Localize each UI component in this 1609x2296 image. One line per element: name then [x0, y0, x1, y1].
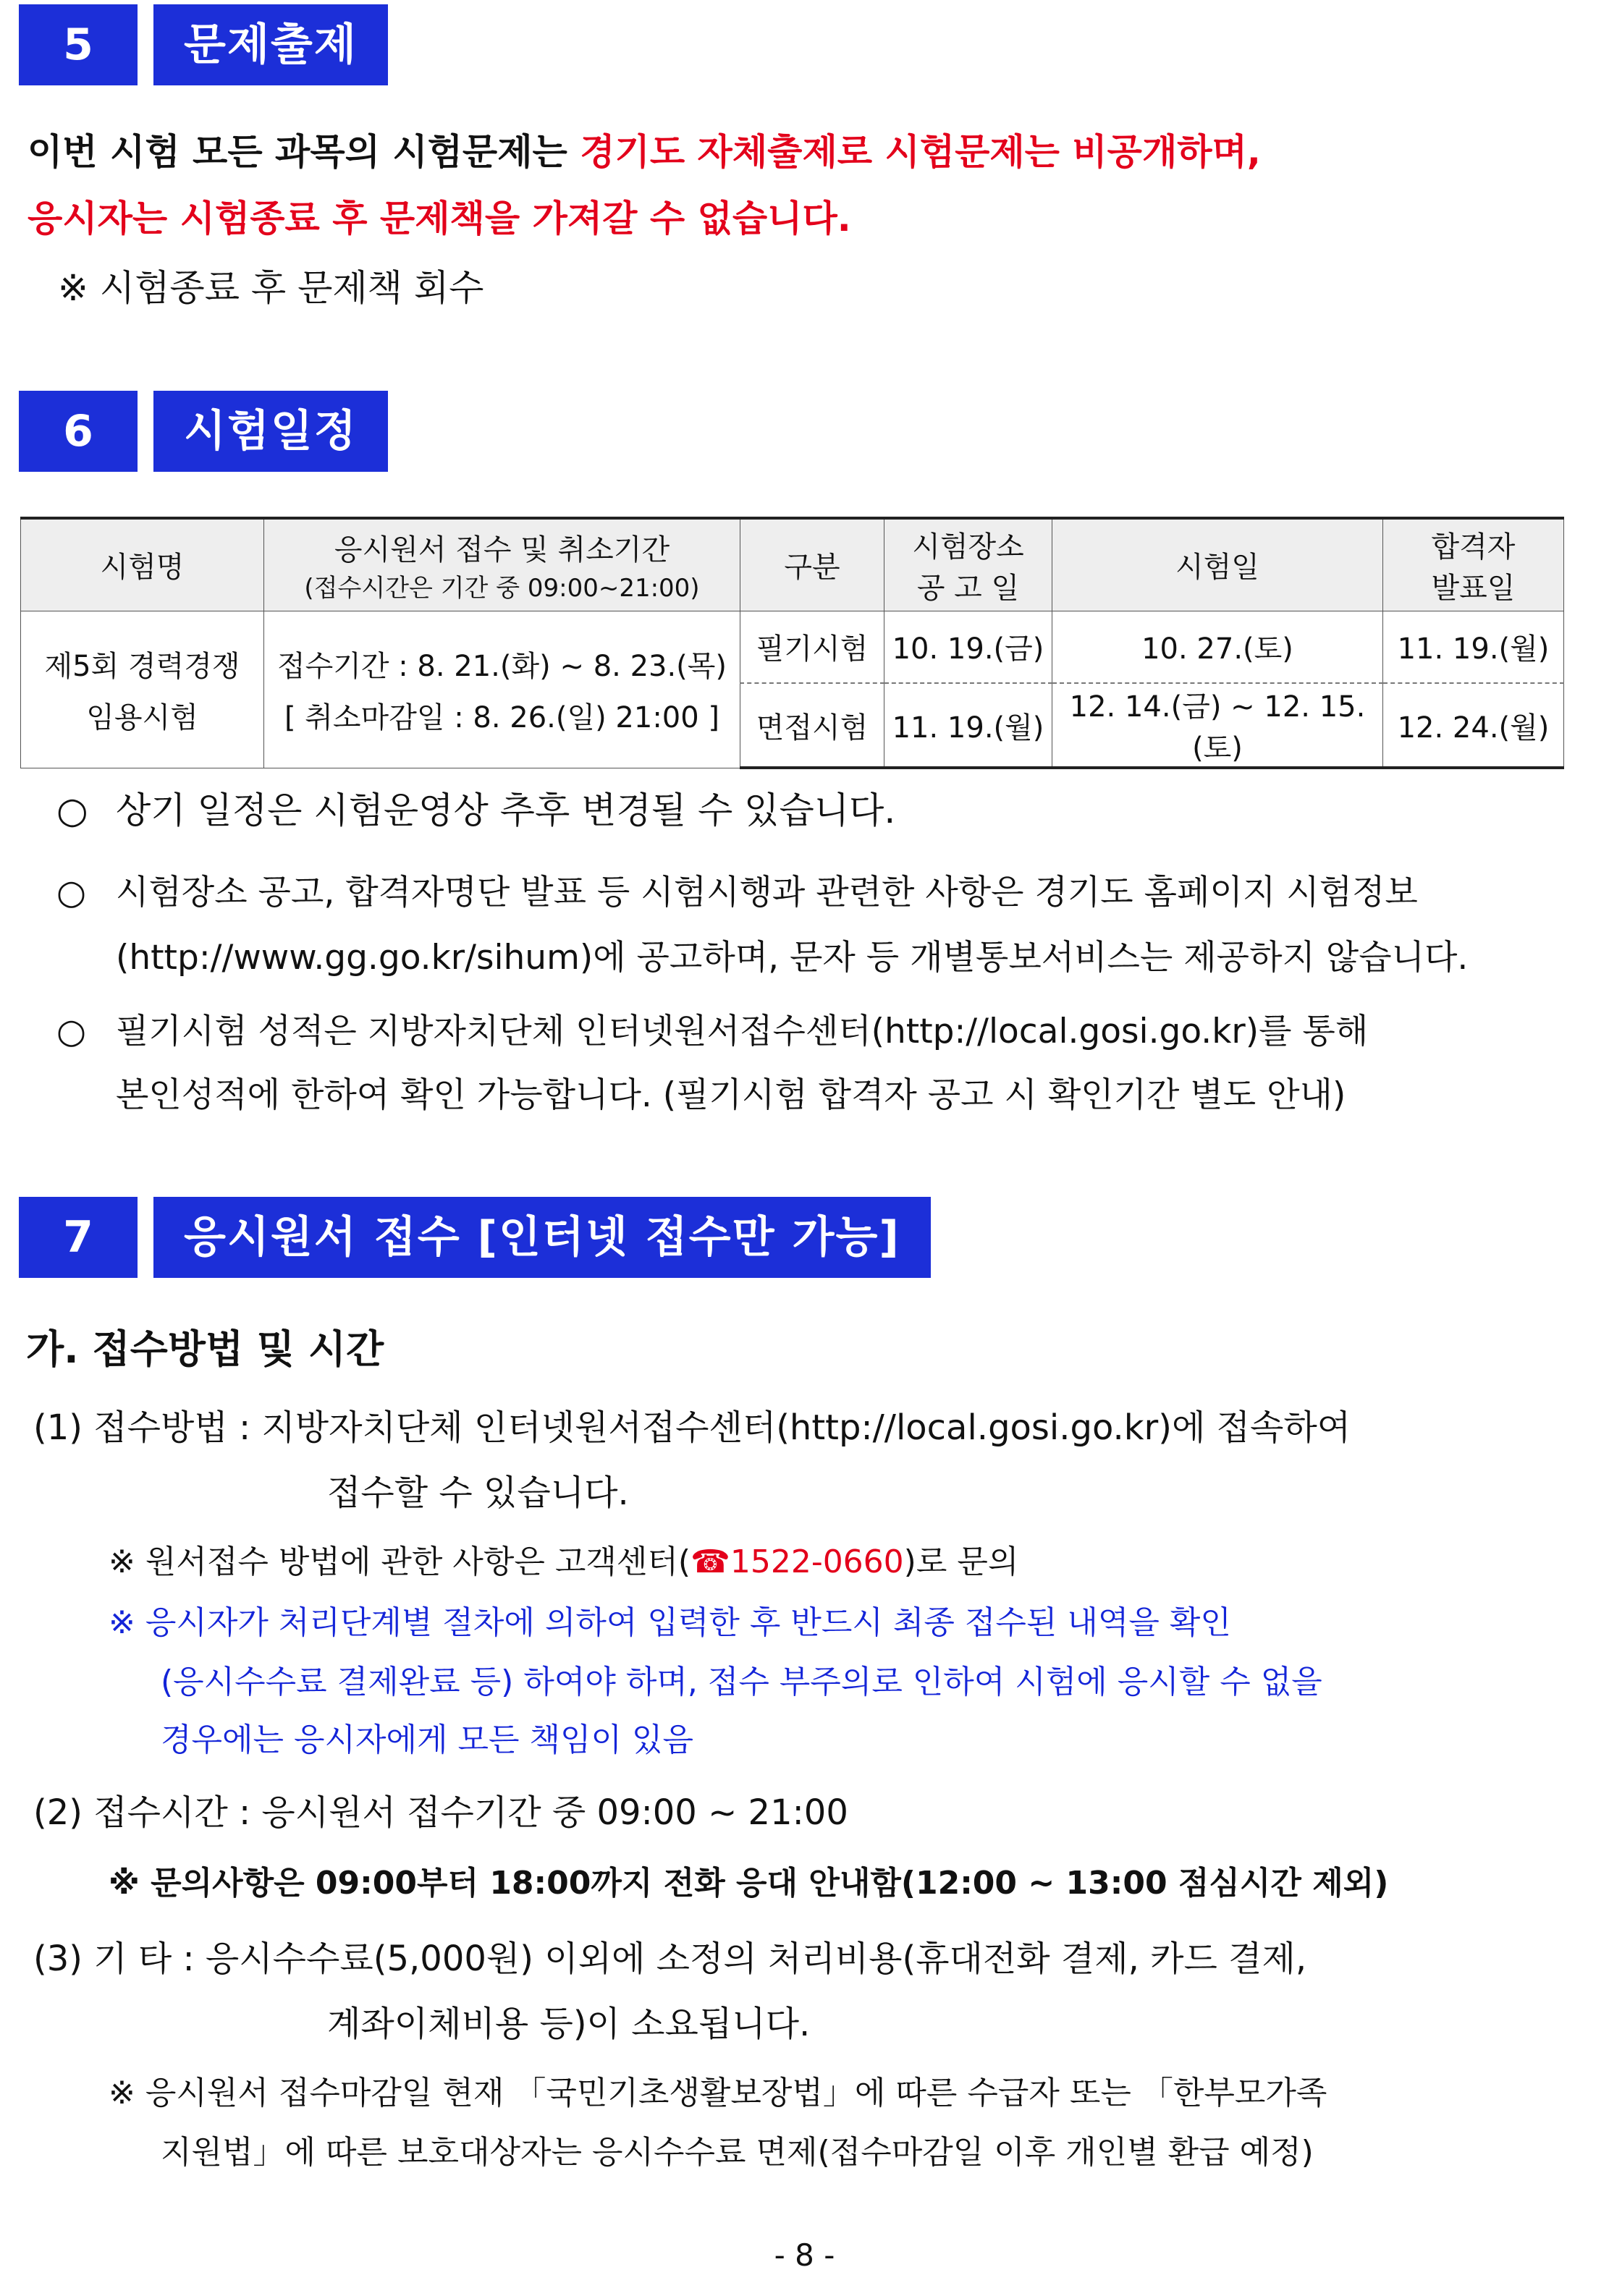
sec7-subheading: 가. 접수방법 및 시간	[26, 1326, 384, 1372]
sec6-note3	[56, 1004, 1598, 1053]
col-header-pass	[1383, 518, 1564, 611]
exam-name-line1: 제5회 경력경쟁	[44, 649, 240, 683]
note-text: 시험장소 공고, 합격자명단 발표 등 시험시행과 관련한 사항은 경기도 홈페이지 시험정보	[116, 873, 1418, 912]
sec5-line1	[28, 123, 1569, 175]
exam-date-cell: 12. 14.(금) ~ 12. 15.(토)	[1052, 683, 1383, 768]
sec5-line1-black: 이번 시험 모든 과목의 시험문제는	[28, 131, 580, 173]
col-header-venue	[884, 518, 1052, 611]
cancel-deadline: [ 취소마감일 : 8. 26.(일) 21:00 ]	[284, 700, 720, 734]
sec7-blue-note2: (응시수수료 결제완료 등) 하여야 하며, 접수 부주의로 인하여 시험에 응시할 수 없을	[161, 1664, 1322, 1700]
bullet: ○	[56, 873, 87, 912]
schedule-table	[20, 517, 1564, 769]
sec5-line1-red: 경기도 자체출제로 시험문제는 비공개하며,	[580, 131, 1261, 173]
apply-period: 접수기간 : 8. 21.(화) ~ 8. 23.(목)	[276, 649, 727, 683]
sec6-note2	[56, 865, 1598, 914]
apply-subtitle: (접수시간은 기간 중 09:00~21:00)	[304, 573, 700, 603]
pass-line1: 합격자	[1431, 530, 1516, 564]
sec5-note: ※ 시험종료 후 문제책 회수	[58, 267, 484, 309]
sec5-line2: 응시자는 시험종료 후 문제책을 가져갈 수 없습니다.	[28, 198, 851, 240]
sec7-blue-note1: ※ 응시자가 처리단계별 절차에 의하여 입력한 후 반드시 최종 접수된 내역을 확인	[109, 1604, 1231, 1641]
sec7-blue-note3: 경우에는 응시자에게 모든 책임이 있음	[161, 1721, 694, 1758]
type-cell: 면접시험	[740, 683, 884, 768]
sec7-item1-cont: 접수할 수 있습니다.	[327, 1473, 629, 1513]
section-number: 5	[19, 4, 138, 85]
col-header-apply	[264, 518, 740, 611]
exam-date-cell: 10. 27.(토)	[1052, 611, 1383, 683]
note-text: 필기시험 성적은 지방자치단체 인터넷원서접수센터(http://local.gosi.go.kr)를 통해	[116, 1012, 1369, 1051]
phone-number: ☎1522-0660	[691, 1543, 904, 1580]
table-header-row	[21, 518, 1564, 611]
type-cell: 필기시험	[740, 611, 884, 683]
section-title: 응시원서 접수 [인터넷 접수만 가능]	[153, 1197, 931, 1278]
bullet: ○	[56, 789, 88, 831]
apply-title: 응시원서 접수 및 취소기간	[334, 533, 670, 567]
venue-cell: 10. 19.(금)	[884, 611, 1052, 683]
venue-line2: 공 고 일	[916, 571, 1020, 605]
sec7-item3-cont: 계좌이체비용 등)이 소요됩니다.	[327, 2004, 811, 2044]
bullet: ○	[56, 1012, 87, 1051]
col-header-exam-name: 시험명	[21, 518, 264, 611]
sec7-item3: (3) 기 타 : 응시수수료(5,000원) 이외에 소정의 처리비용(휴대전화 결제, 카드 결제,	[33, 1939, 1307, 1979]
apply-period-cell	[264, 611, 740, 768]
sec7-item1: (1) 접수방법 : 지방자치단체 인터넷원서접수센터(http://local.gosi.go.kr)에 접속하여	[33, 1407, 1351, 1448]
sec7-note3: ※ 응시원서 접수마감일 현재 「국민기초생활보장법」에 따른 수급자 또는 「한부모가족	[109, 2075, 1327, 2111]
schedule-table-wrap	[20, 517, 1563, 769]
col-header-exam-date: 시험일	[1052, 518, 1383, 611]
exam-name-line2: 임용시험	[86, 700, 198, 734]
note-text: 상기 일정은 시험운영상 추후 변경될 수 있습니다.	[116, 789, 896, 831]
note1-pre: ※ 원서접수 방법에 관한 사항은 고객센터(	[109, 1543, 691, 1580]
section-number: 6	[19, 391, 138, 472]
sec6-note3-cont: 본인성적에 한하여 확인 가능합니다. (필기시험 합격자 공고 시 확인기간 별도 안내)	[116, 1075, 1346, 1115]
exam-name-cell	[21, 611, 264, 768]
sec6-note2-cont: (http://www.gg.go.kr/sihum)에 공고하며, 문자 등 개별통보서비스는 제공하지 않습니다.	[116, 938, 1469, 978]
table-row	[21, 611, 1564, 683]
col-header-type: 구분	[740, 518, 884, 611]
venue-cell: 11. 19.(월)	[884, 683, 1052, 768]
section-title: 문제출제	[153, 4, 388, 85]
sec6-note1	[56, 781, 1598, 834]
pass-line2: 발표일	[1431, 571, 1516, 605]
page-number: - 8 -	[774, 2237, 835, 2273]
pass-date-cell: 12. 24.(월)	[1383, 683, 1564, 768]
sec7-note3-cont: 지원법」에 따른 보호대상자는 응시수수료 면제(접수마감일 이후 개인별 환급 예정)	[161, 2134, 1314, 2171]
sec7-note2: ※ 문의사항은 09:00부터 18:00까지 전화 응대 안내함(12:00 ~ 13:00 점심시간 제외)	[109, 1865, 1389, 1902]
section-number: 7	[19, 1197, 138, 1278]
venue-line1: 시험장소	[912, 530, 1024, 564]
pass-date-cell: 11. 19.(월)	[1383, 611, 1564, 683]
section-title: 시험일정	[153, 391, 388, 472]
sec7-item2: (2) 접수시간 : 응시원서 접수기간 중 09:00 ~ 21:00	[33, 1792, 848, 1833]
note1-post: )로 문의	[903, 1543, 1019, 1580]
sec7-note1	[109, 1535, 1609, 1582]
